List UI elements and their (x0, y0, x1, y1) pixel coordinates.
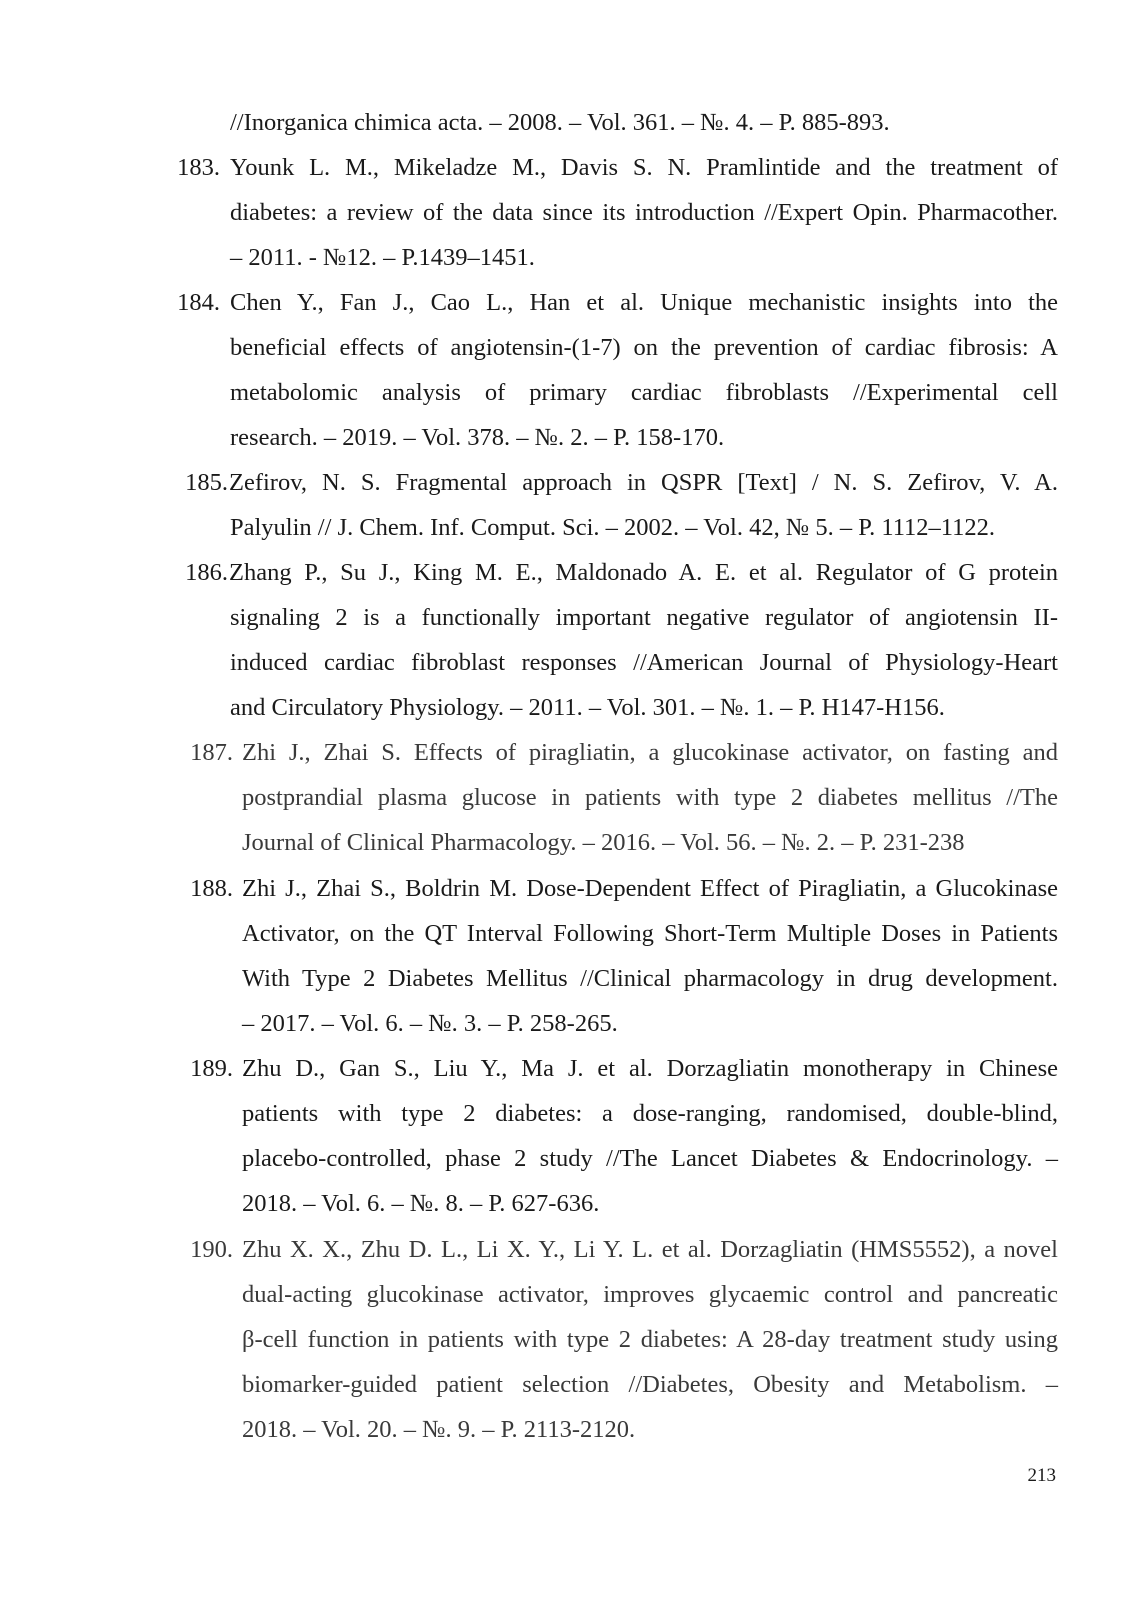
reference-line: postprandial plasma glucose in patients with type 2 diabetes mellitus //The (242, 784, 1058, 811)
reference-number: 189. (190, 1055, 233, 1082)
page-number: 213 (1027, 1465, 1056, 1486)
reference-line: signaling 2 is a functionally important negative regulator of angiotensin II- (230, 604, 1058, 631)
reference-number: 185. (185, 469, 228, 496)
reference-line: Zefirov, N. S. Fragmental approach in QSPR [Text] / N. S. Zefirov, V. A. (229, 469, 1058, 496)
reference-line: With Type 2 Diabetes Mellitus //Clinical pharmacology in drug development. (242, 965, 1058, 992)
reference-line: Zhi J., Zhai S. Effects of piragliatin, a glucokinase activator, on fasting and (242, 739, 1058, 766)
reference-line: Zhu D., Gan S., Liu Y., Ma J. et al. Dorzagliatin monotherapy in Chinese (242, 1055, 1058, 1082)
reference-line: 2018. – Vol. 6. – №. 8. – P. 627-636. (242, 1190, 600, 1217)
reference-line: patients with type 2 diabetes: a dose-ranging, randomised, double-blind, (242, 1100, 1058, 1127)
reference-line: Zhi J., Zhai S., Boldrin M. Dose-Dependent Effect of Piragliatin, a Glucokinase (242, 875, 1058, 902)
reference-line: biomarker-guided patient selection //Diabetes, Obesity and Metabolism. – (242, 1371, 1058, 1398)
reference-line: Chen Y., Fan J., Cao L., Han et al. Unique mechanistic insights into the (230, 289, 1058, 316)
reference-line: placebo-controlled, phase 2 study //The Lancet Diabetes & Endocrinology. – (242, 1145, 1058, 1172)
reference-line: induced cardiac fibroblast responses //American Journal of Physiology-Heart (230, 649, 1058, 676)
reference-line: Journal of Clinical Pharmacology. – 2016. – Vol. 56. – №. 2. – P. 231-238 (242, 829, 965, 856)
reference-line: – 2017. – Vol. 6. – №. 3. – P. 258-265. (242, 1010, 618, 1037)
reference-number: 190. (190, 1236, 233, 1263)
reference-number: 183. (177, 154, 220, 181)
reference-line: β-cell function in patients with type 2 diabetes: A 28-day treatment study using (242, 1326, 1058, 1353)
reference-line: Palyulin // J. Chem. Inf. Comput. Sci. – 2002. – Vol. 42, № 5. – P. 1112–1122. (230, 514, 996, 541)
reference-line: Zhang P., Su J., King M. E., Maldonado A. E. et al. Regulator of G protein (229, 559, 1058, 586)
reference-line: beneficial effects of angiotensin-(1-7) on the prevention of cardiac fibrosis: A (230, 334, 1058, 361)
reference-line: and Circulatory Physiology. – 2011. – Vol. 301. – №. 1. – P. H147-H156. (230, 694, 945, 721)
reference-number: 188. (190, 875, 233, 902)
reference-line: research. – 2019. – Vol. 378. – №. 2. – P. 158-170. (230, 424, 725, 451)
reference-continuation: //Inorganica chimica acta. – 2008. – Vol. 361. – №. 4. – P. 885-893. (230, 109, 890, 136)
reference-number: 186. (185, 559, 228, 586)
reference-line: Younk L. M., Mikeladze M., Davis S. N. Pramlintide and the treatment of (230, 154, 1058, 181)
reference-line: – 2011. - №12. – P.1439–1451. (230, 244, 535, 271)
reference-number: 187. (190, 739, 233, 766)
reference-line: Activator, on the QT Interval Following Short-Term Multiple Doses in Patients (242, 920, 1058, 947)
reference-line: Zhu X. X., Zhu D. L., Li X. Y., Li Y. L. et al. Dorzagliatin (HMS5552), a novel (242, 1236, 1058, 1263)
reference-line: metabolomic analysis of primary cardiac fibroblasts //Experimental cell (230, 379, 1058, 406)
reference-line: diabetes: a review of the data since its introduction //Expert Opin. Pharmacother. (230, 199, 1058, 226)
reference-line: dual-acting glucokinase activator, improves glycaemic control and pancreatic (242, 1281, 1058, 1308)
reference-line: 2018. – Vol. 20. – №. 9. – P. 2113-2120. (242, 1416, 636, 1443)
reference-number: 184. (177, 289, 220, 316)
